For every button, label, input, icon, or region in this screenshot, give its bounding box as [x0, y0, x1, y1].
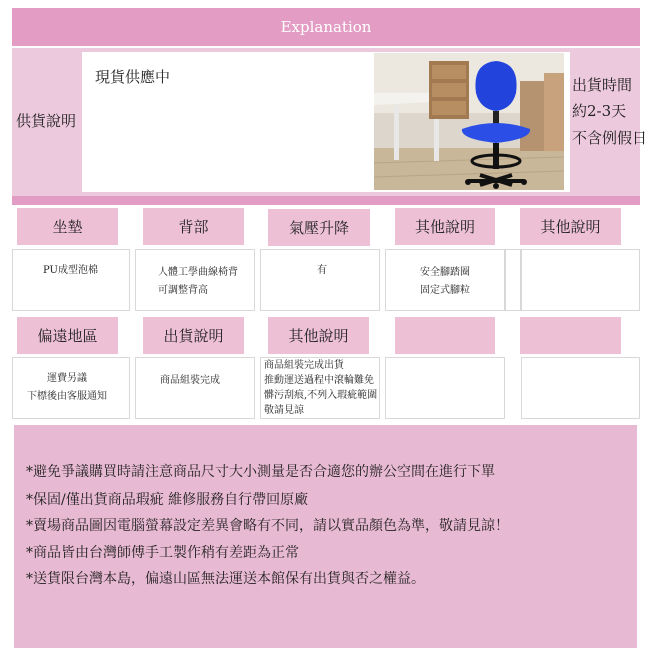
seat-cell — [12, 249, 130, 311]
empty-cell-2 — [521, 357, 640, 419]
other-info-line-1: 商品組裝完成出貨 — [264, 360, 344, 371]
shipping-info-value: 商品組裝完成 — [160, 375, 220, 386]
header-gas-lift: 氣壓升降 — [268, 209, 370, 246]
other-info-line-4: 敬請見諒 — [264, 405, 304, 416]
supply-status: 現貨供應中 — [95, 68, 171, 86]
header-empty-1 — [395, 317, 495, 354]
remote-fee: 運費另議 — [47, 373, 87, 384]
gas-lift-cell — [260, 249, 380, 311]
header-title: Explanation — [280, 18, 372, 36]
header-other-2: 其他說明 — [520, 208, 621, 245]
header-shipping-info: 出貨說明 — [143, 317, 244, 354]
chair-photo — [374, 53, 564, 190]
notes-panel — [14, 425, 637, 648]
other-info-line-3: 髒污刮痕,不列入瑕疵範圍 — [264, 390, 378, 401]
header-back: 背部 — [143, 208, 244, 245]
other-feature-1: 安全腳踏圈 — [420, 267, 470, 278]
section-divider — [12, 196, 640, 205]
explanation-header — [12, 8, 640, 46]
note-1: *避免爭議購買時請注意商品尺寸大小測量是否合適您的辦公空間在進行下單 — [26, 464, 495, 480]
header-other-3: 其他說明 — [268, 317, 369, 354]
header-remote-area: 偏遠地區 — [17, 317, 118, 354]
note-3: *賣場商品圖因電腦螢幕設定差異會略有不同，請以實品顏色為準，敬請見諒！ — [26, 518, 509, 534]
note-4: *商品皆由台灣師傅手工製作稍有差距為正常 — [26, 545, 299, 561]
other-cell-1 — [385, 249, 505, 311]
shipping-time-label: 出貨時間 — [572, 76, 633, 94]
back-cell — [135, 249, 255, 311]
remote-area-cell — [12, 357, 130, 419]
other-info-cell — [260, 357, 380, 419]
shipping-time-note: 不含例假日 — [572, 129, 648, 147]
header-seat: 坐墊 — [17, 208, 118, 245]
remote-notice: 下標後由客服通知 — [27, 391, 107, 402]
note-5: *送貨限台灣本島，偏遠山區無法運送本館保有出貨與否之權益。 — [26, 571, 425, 587]
seat-material: PU成型泡棉 — [43, 265, 98, 276]
note-2: *保固/僅出貨商品瑕疵 維修服務自行帶回原廠 — [26, 492, 309, 508]
empty-cell-1 — [385, 357, 505, 419]
shipping-time-value: 約2-3天 — [572, 102, 627, 120]
supply-label: 供貨說明 — [16, 112, 77, 130]
other-info-line-2: 推動運送過程中滾輪難免 — [264, 375, 374, 386]
empty-spacer-cell — [505, 249, 521, 311]
header-other-1: 其他說明 — [395, 208, 495, 245]
shipping-info-cell — [135, 357, 255, 419]
header-empty-2 — [520, 317, 621, 354]
other-feature-2: 固定式腳粒 — [420, 285, 470, 296]
gas-lift-value: 有 — [317, 265, 327, 276]
other-cell-2 — [521, 249, 640, 311]
back-feature-1: 人體工學曲線椅背 — [158, 267, 238, 278]
back-feature-2: 可調整背高 — [158, 285, 208, 296]
